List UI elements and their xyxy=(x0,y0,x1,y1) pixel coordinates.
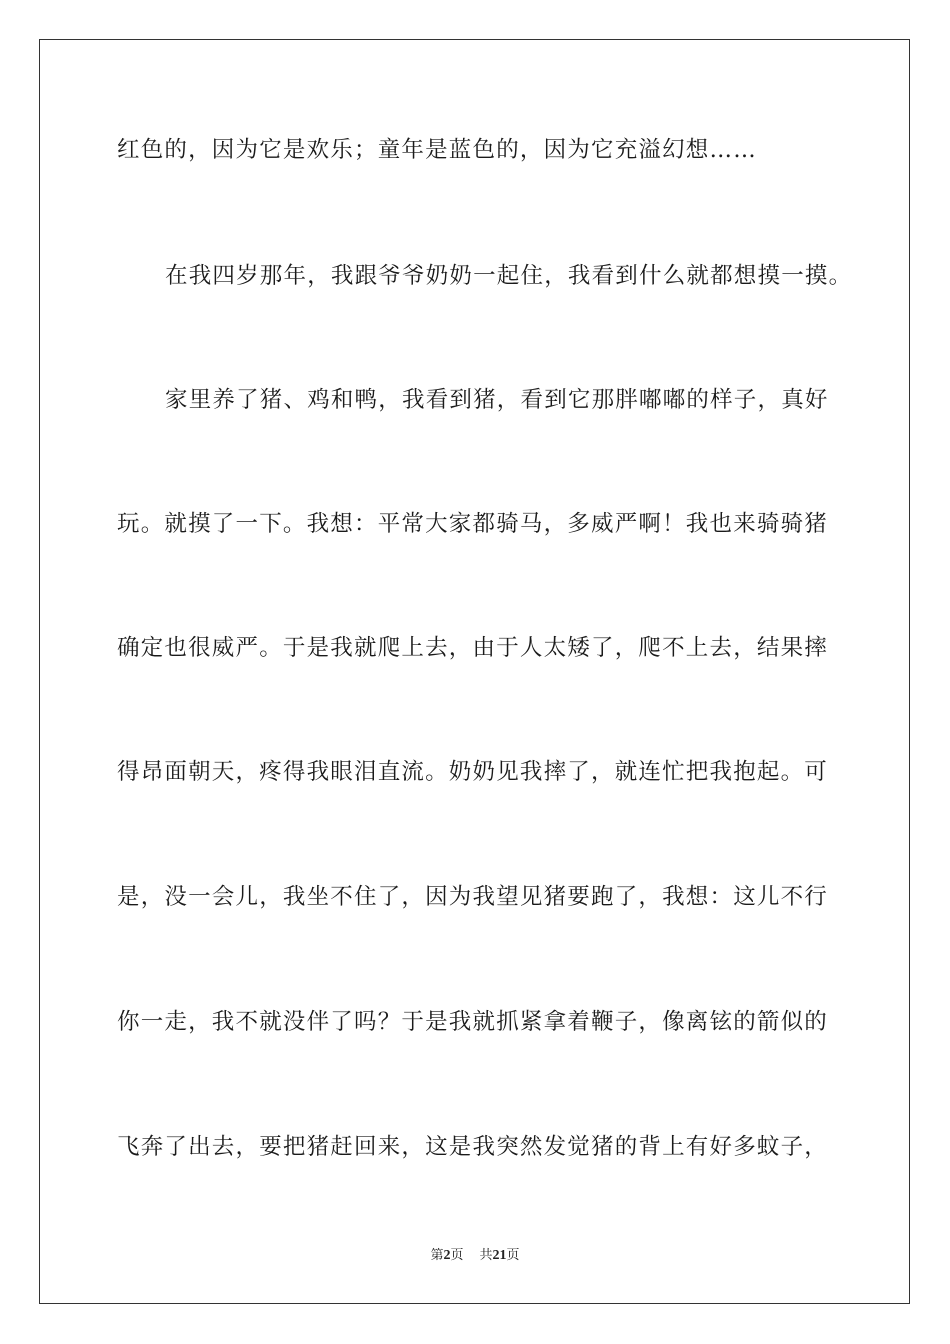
text-line-2: 在我四岁那年，我跟爷爷奶奶一起住，我看到什么就都想摸一摸。 xyxy=(165,263,853,289)
page-border xyxy=(39,39,910,1304)
footer-total-pages: 21 xyxy=(492,1248,507,1263)
text-line-9: 飞奔了出去，要把猪赶回来，这是我突然发觉猪的背上有好多蚊子， xyxy=(117,1134,829,1160)
text-line-7: 是，没一会儿，我坐不住了，因为我望见猪要跑了，我想：这儿不行 xyxy=(117,884,829,910)
text-line-1: 红色的，因为它是欢乐；童年是蓝色的，因为它充溢幻想…… xyxy=(117,137,757,163)
text-line-5: 确定也很威严。于是我就爬上去，由于人太矮了，爬不上去，结果摔 xyxy=(117,635,829,661)
footer-total-suffix: 页 xyxy=(506,1248,520,1263)
footer-page-number: 2 xyxy=(443,1248,451,1263)
text-line-6: 得昂面朝天，疼得我眼泪直流。奶奶见我摔了，就连忙把我抱起。可 xyxy=(117,759,829,785)
footer-total-prefix: 共 xyxy=(479,1248,493,1263)
footer-page-prefix: 第 xyxy=(430,1248,444,1263)
page-footer xyxy=(0,1247,950,1265)
text-line-8: 你一走，我不就没伴了吗？于是我就抓紧拿着鞭子，像离铉的箭似的 xyxy=(117,1009,829,1035)
text-line-3: 家里养了猪、鸡和鸭，我看到猪，看到它那胖嘟嘟的样子，真好 xyxy=(165,387,829,413)
text-line-4: 玩。就摸了一下。我想：平常大家都骑马，多威严啊！我也来骑骑猪 xyxy=(117,511,829,537)
footer-page-suffix: 页 xyxy=(450,1248,464,1263)
